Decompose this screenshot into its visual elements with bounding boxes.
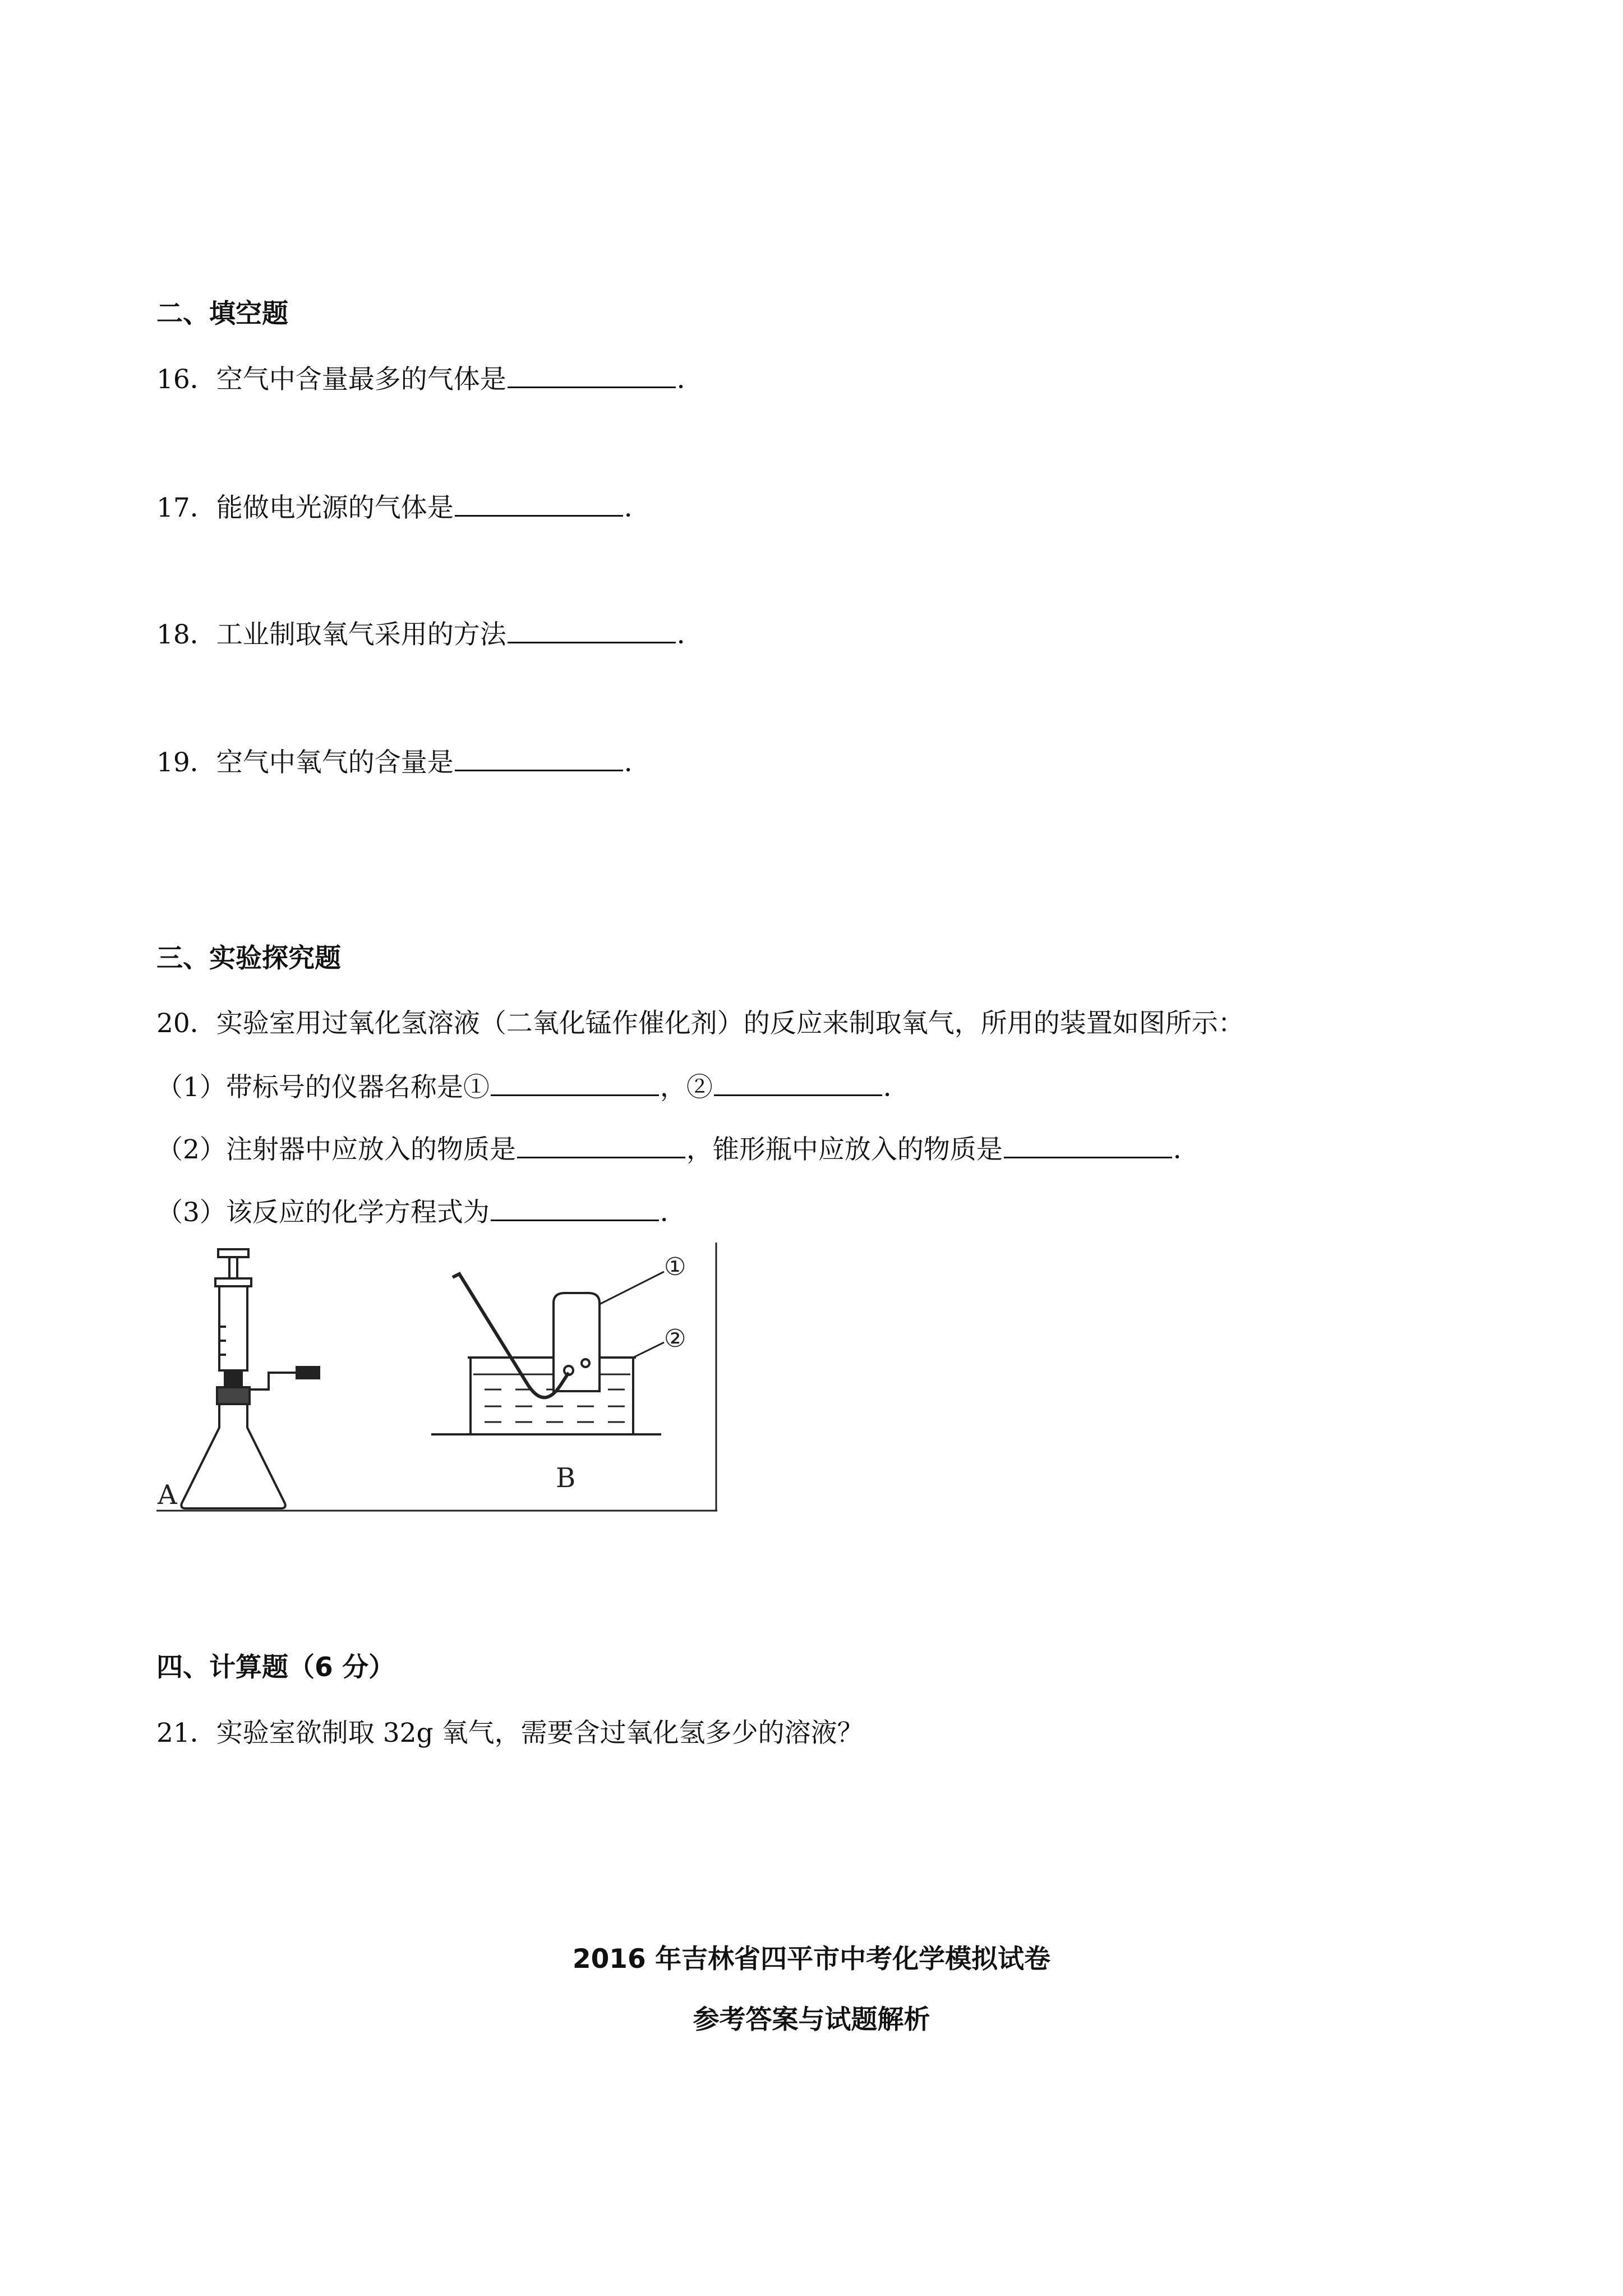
question-21: 21．实验室欲制取 32g 氧气，需要含过氧化氢多少的溶液？ [156, 1718, 864, 1749]
answer-key-subtitle: 参考答案与试题解析 [693, 2004, 930, 2035]
question-20-part-1 [156, 1070, 910, 1105]
syringe-plunger-rod [229, 1257, 237, 1278]
collecting-bottle [554, 1293, 600, 1391]
part-1-end: ． [883, 1072, 910, 1103]
section-experiment-heading: 三、实验探究题 [156, 943, 341, 974]
question-19-text: 19．空气中氧气的含量是 [156, 747, 454, 778]
section-calc-heading: 四、计算题（6 分） [156, 1652, 395, 1683]
answer-blank[interactable] [455, 745, 623, 771]
answer-blank[interactable] [517, 1132, 685, 1158]
syringe-plunger-head [215, 1278, 251, 1286]
marker-2: ② [664, 1324, 686, 1353]
question-18 [156, 617, 703, 652]
section-fill-heading: 二、填空题 [156, 298, 288, 329]
apparatus-a [181, 1249, 319, 1508]
label-a: A [158, 1479, 177, 1511]
label-b: B [556, 1462, 576, 1494]
question-20-stem: 20．实验室用过氧化氢溶液（二氧化锰作催化剂）的反应来制取氧气，所用的装置如图所示： [156, 1008, 1244, 1039]
flask-stopper [217, 1387, 250, 1404]
part-3-text-a: （3）该反应的化学方程式为 [156, 1197, 490, 1228]
answer-blank[interactable] [455, 490, 623, 517]
question-20-part-2 [156, 1132, 1200, 1167]
apparatus-b [431, 1272, 664, 1434]
question-17-text: 17．能做电光源的气体是 [156, 493, 454, 523]
question-16 [156, 362, 703, 397]
pointer-line-2 [633, 1342, 664, 1358]
answer-blank[interactable] [714, 1070, 882, 1096]
syringe-plunger-cap [218, 1249, 248, 1257]
syringe-barrel [219, 1286, 247, 1370]
answer-blank[interactable] [508, 617, 676, 643]
tube-connector [297, 1367, 319, 1378]
part-1-text-a: （1）带标号的仪器名称是① [156, 1072, 490, 1103]
part-2-text-b: ，锥形瓶中应放入的物质是 [686, 1134, 1003, 1165]
part-3-end: ． [660, 1197, 686, 1228]
question-20-part-3 [156, 1195, 686, 1230]
part-2-end: ． [1173, 1134, 1200, 1165]
question-17 [156, 490, 651, 525]
question-19 [156, 745, 651, 780]
syringe-needle-stopper [225, 1370, 242, 1387]
pointer-line-1 [600, 1272, 664, 1304]
part-2-text-a: （2）注射器中应放入的物质是 [156, 1134, 516, 1165]
answer-blank[interactable] [508, 362, 676, 388]
answer-blank[interactable] [491, 1070, 659, 1096]
answer-blank[interactable] [491, 1195, 659, 1221]
question-16-text: 16．空气中含量最多的气体是 [156, 364, 506, 395]
part-1-text-b: ，② [660, 1072, 713, 1103]
question-16-end: ． [676, 364, 703, 395]
question-17-end: ． [624, 493, 651, 523]
question-19-end: ． [624, 747, 651, 778]
answer-blank[interactable] [1004, 1132, 1172, 1158]
conical-flask [181, 1404, 285, 1508]
marker-1: ① [664, 1253, 686, 1281]
answer-key-title: 2016 年吉林省四平市中考化学模拟试卷 [572, 1944, 1051, 1975]
delivery-tube-b-inner [464, 1282, 527, 1383]
question-18-end: ． [676, 619, 703, 650]
apparatus-figure [156, 1243, 717, 1512]
question-18-text: 18．工业制取氧气采用的方法 [156, 619, 506, 650]
delivery-tube-a [250, 1373, 297, 1389]
